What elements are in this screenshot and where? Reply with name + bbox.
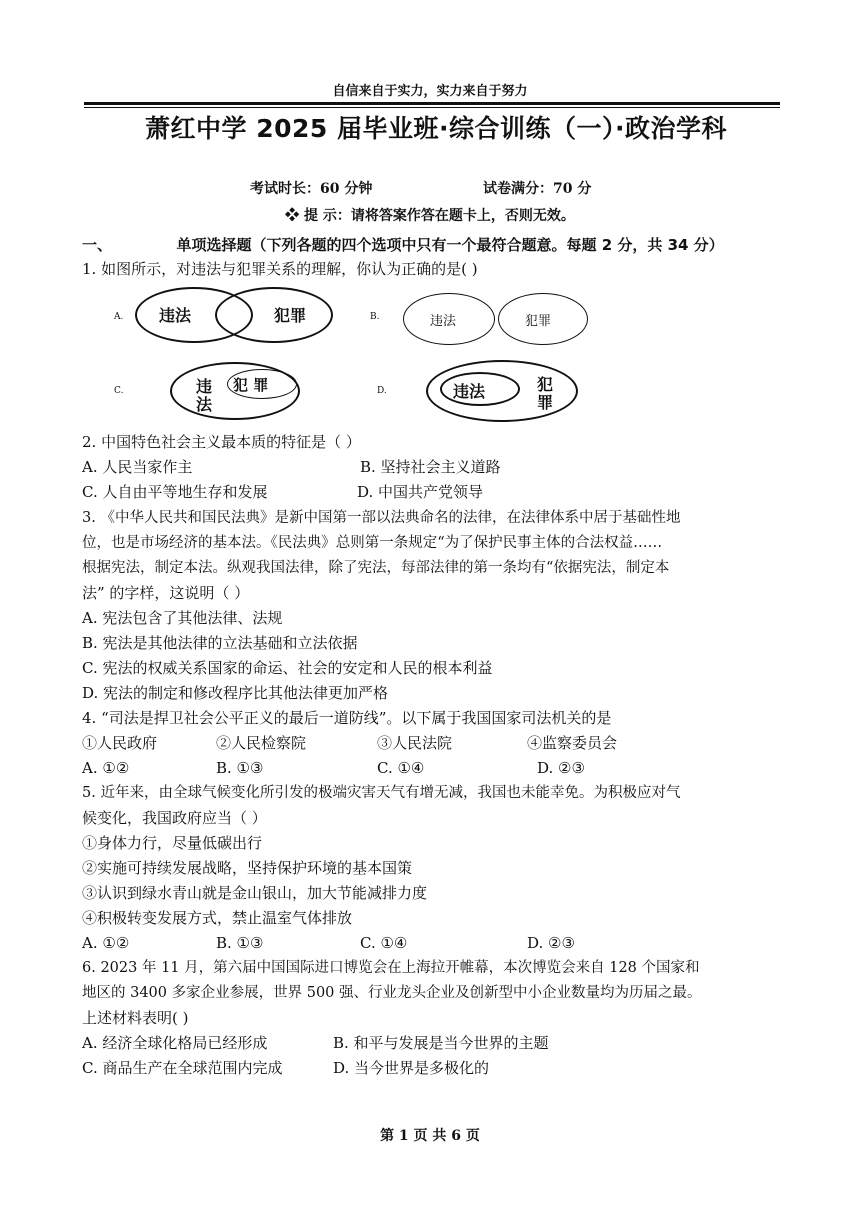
q2-option-c: C. 人自由平等地生存和发展 xyxy=(82,483,268,501)
q4-option-a: A. ①② xyxy=(82,759,130,777)
q1-fig-label-a: A. xyxy=(114,312,124,322)
q1-c-fa: 法 xyxy=(196,395,213,414)
q1-stem: 1. 如图所示，对违法与犯罪关系的理解，你认为正确的是( ) xyxy=(82,260,478,278)
q1-figure xyxy=(100,285,600,425)
q4-statement-3: ③人民法院 xyxy=(377,734,453,752)
q3-stem-line1: 3. 《中华人民共和国民法典》是新中国第一部以法典命名的法律，在法律体系中居于基础性地 xyxy=(82,510,681,526)
q5-statement-2: ②实施可持续发展战略，坚持保护环境的基本国策 xyxy=(82,859,413,877)
exam-title: 萧红中学 2025 届毕业班·综合训练（一）·政治学科 xyxy=(145,114,727,143)
q1-fig-label-d: D. xyxy=(377,386,387,396)
q5-stem-line1: 5. 近年来，由全球气候变化所引发的极端灾害天气有增无减，我国也未能幸免。为积极应对气 xyxy=(82,785,681,801)
q4-statement-2: ②人民检察院 xyxy=(216,734,307,752)
q3-option-a: A. 宪法包含了其他法律、法规 xyxy=(82,609,283,627)
page-number: 第 1 页 共 6 页 xyxy=(380,1128,480,1144)
q3-option-d: D. 宪法的制定和修改程序比其他法律更加严格 xyxy=(82,684,389,702)
q5-option-b: B. ①③ xyxy=(216,934,264,952)
q1-b-weifa: 违法 xyxy=(430,314,457,329)
q1-b-fanzui: 犯罪 xyxy=(525,314,552,329)
q1-fig-label-c: C. xyxy=(114,386,124,396)
exam-duration: 考试时长：60 分钟 xyxy=(250,181,373,197)
q3-option-c: C. 宪法的权威关系国家的命运、社会的安定和人民的根本利益 xyxy=(82,659,493,677)
q6-stem-line3: 上述材料表明( ) xyxy=(82,1009,189,1027)
section-title: 单项选择题（下列各题的四个选项中只有一个最符合题意。每题 2 分，共 34 分） xyxy=(176,236,724,254)
q4-option-c: C. ①④ xyxy=(377,759,425,777)
q1-d-weifa: 违法 xyxy=(453,382,486,401)
q5-statement-1: ①身体力行，尽量低碳出行 xyxy=(82,834,263,852)
q6-option-a: A. 经济全球化格局已经形成 xyxy=(82,1034,268,1052)
q5-statement-4: ④积极转变发展方式，禁止温室气体排放 xyxy=(82,909,353,927)
q4-statement-1: ①人民政府 xyxy=(82,734,158,752)
q4-stem: 4. “司法是捍卫社会公平正义的最后一道防线”。以下属于我国国家司法机关的是 xyxy=(82,709,612,727)
section-heading xyxy=(82,234,724,255)
q2-option-b: B. 坚持社会主义道路 xyxy=(360,458,501,476)
q6-option-b: B. 和平与发展是当今世界的主题 xyxy=(333,1034,549,1052)
exam-full-score: 试卷满分：70 分 xyxy=(483,181,592,197)
q5-stem-line2: 候变化，我国政府应当（ ） xyxy=(82,809,267,827)
answer-tip: ❖ 提 示：请将答案作答在题卡上，否则无效。 xyxy=(285,208,575,224)
q1-fig-label-b: B. xyxy=(370,312,380,322)
q2-option-d: D. 中国共产党领导 xyxy=(357,483,484,501)
motto: 自信来自于实力，实力来自于努力 xyxy=(332,84,528,99)
q1-a-fanzui: 犯罪 xyxy=(274,306,307,325)
q1-c-fanzui: 犯 罪 xyxy=(233,376,269,394)
q3-option-b: B. 宪法是其他法律的立法基础和立法依据 xyxy=(82,634,358,652)
section-number: 一、 xyxy=(82,236,113,254)
q5-option-c: C. ①④ xyxy=(360,934,408,952)
q3-stem-line4: 法” 的字样，这说明（ ） xyxy=(82,584,250,602)
q3-stem-line2: 位，也是市场经济的基本法。《民法典》总则第一条规定“为了保护民事主体的合法权益…… xyxy=(82,535,663,551)
header-rule xyxy=(84,102,780,105)
q1-d-fan: 犯 xyxy=(537,375,554,394)
q6-option-c: C. 商品生产在全球范围内完成 xyxy=(82,1059,283,1077)
q3-stem-line3: 根据宪法，制定本法。纵观我国法律，除了宪法，每部法律的第一条均有“依据宪法，制定本 xyxy=(82,560,670,576)
q6-option-d: D. 当今世界是多极化的 xyxy=(333,1059,490,1077)
header-rule-thin xyxy=(84,107,780,108)
q4-option-b: B. ①③ xyxy=(216,759,264,777)
q6-stem-line1: 6. 2023 年 11 月，第六届中国国际进口博览会在上海拉开帷幕，本次博览会来自 128 个国家和 xyxy=(82,960,700,976)
q4-statement-4: ④监察委员会 xyxy=(527,734,618,752)
q4-option-d: D. ②③ xyxy=(537,759,585,777)
q5-statement-3: ③认识到绿水青山就是金山银山，加大节能减排力度 xyxy=(82,884,428,902)
q1-c-wei: 违 xyxy=(196,377,213,396)
q1-a-weifa: 违法 xyxy=(159,306,192,325)
q6-stem-line2: 地区的 3400 多家企业参展，世界 500 强、行业龙头企业及创新型中小企业数量均为历届之最。 xyxy=(82,985,702,1001)
q5-option-a: A. ①② xyxy=(82,934,130,952)
q2-stem: 2. 中国特色社会主义最本质的特征是（ ） xyxy=(82,433,361,451)
q5-option-d: D. ②③ xyxy=(527,934,575,952)
q1-d-zui: 罪 xyxy=(537,393,554,412)
q2-option-a: A. 人民当家作主 xyxy=(82,458,193,476)
